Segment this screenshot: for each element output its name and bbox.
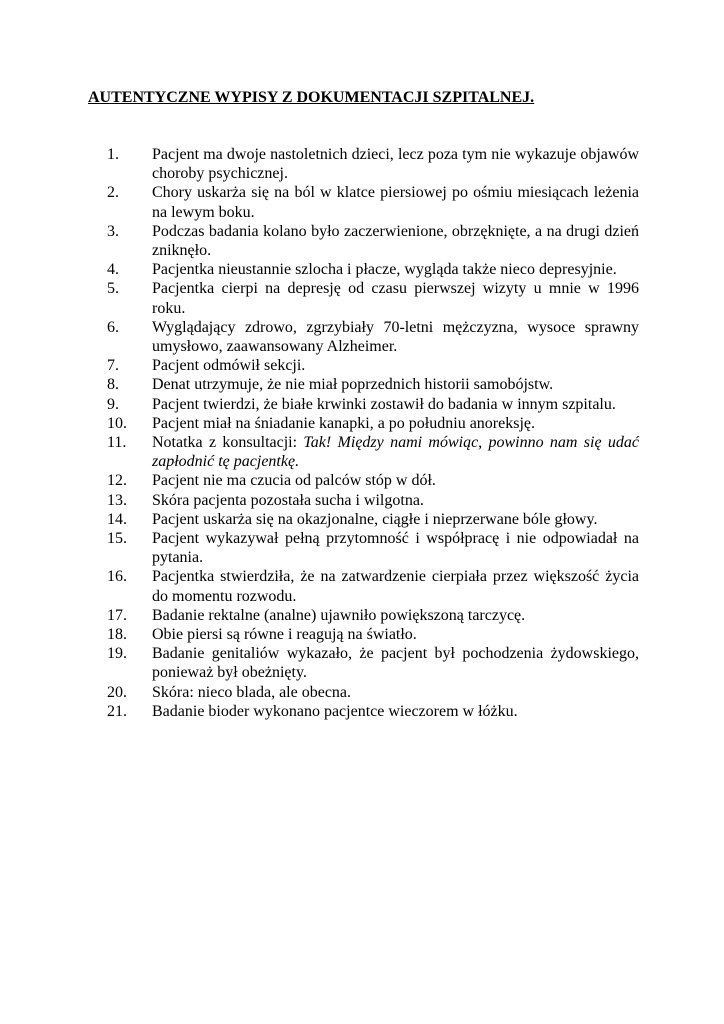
item-text [152,625,639,644]
item-text-plain: Pacjent uskarża się na okazjonalne, ciągłe i nieprzerwane bóle głowy. [152,510,598,528]
item-text [152,491,639,510]
item-text [152,260,639,279]
item-number: 8. [107,376,119,394]
list-item [0,145,724,183]
item-number: 20. [107,683,127,701]
item-text-plain: Pacjent twierdzi, że białe krwinki zostawił do badania w innym szpitalu. [152,395,616,413]
item-text-plain: Pacjent miał na śniadanie kanapki, a po południu anoreksję. [152,414,535,432]
list-item [0,625,724,644]
item-number: 9. [107,395,119,413]
item-text [152,279,639,317]
item-number: 2. [107,184,119,202]
item-text [152,683,639,702]
item-text-plain: Pacjentka cierpi na depresję od czasu pierwszej wizyty u mnie w 1996 roku. [152,280,639,317]
item-text [152,433,639,471]
item-text [152,702,639,721]
item-text [152,356,639,375]
item-text-plain: Chory uskarża się na ból w klatce piersiowej po ośmiu miesiącach leżenia na lewym boku. [152,184,639,221]
item-text-plain: Wyglądający zdrowo, zgrzybiały 70-letni mężczyzna, wysoce sprawny umysłowo, zaawansowany Alzheimer. [152,318,639,356]
item-text-plain: Obie piersi są równe i reagują na światło. [152,626,417,644]
document-title: AUTENTYCZNE WYPISY Z DOKUMENTACJI SZPITALNEJ. [88,89,535,106]
list-item [0,433,724,471]
list-item [0,279,724,317]
list-item [0,644,724,682]
item-text [152,414,639,433]
item-text-plain: Podczas badania kolano było zaczerwienione, obrzęknięte, a na drugi dzień zniknęło. [152,222,639,260]
numbered-list [0,145,724,721]
list-item [0,471,724,490]
item-number: 14. [107,510,127,528]
item-text [152,318,639,356]
item-text-plain: Pacjent wykazywał pełną przytomność i współpracę i nie odpowiadał na pytania. [152,530,639,567]
list-item [0,491,724,510]
item-text-plain: Skóra: nieco blada, ale obecna. [152,683,352,701]
item-text [152,375,639,394]
list-item [0,318,724,356]
item-number: 16. [107,568,127,586]
item-number: 5. [107,280,119,298]
item-number: 17. [107,606,127,624]
item-text [152,644,639,682]
item-text [152,395,639,414]
list-item [0,683,724,702]
item-text-plain: Badanie rektalne (analne) ujawniło powiększoną tarczycę. [152,606,526,624]
item-text [152,606,639,625]
item-text [152,529,639,567]
item-text [152,510,639,529]
item-text-plain: Pacjent ma dwoje nastoletnich dzieci, lecz poza tym nie wykazuje objawów choroby psychicznej. [152,146,639,183]
item-number: 10. [107,414,127,432]
item-number: 6. [107,318,119,336]
item-number: 7. [107,357,119,375]
item-text [152,471,639,490]
item-text-plain: Pacjentka stwierdziła, że na zatwardzenie cierpiała przez większość życia do momentu rozwodu. [152,568,639,605]
list-item [0,529,724,567]
list-item [0,183,724,221]
item-text-plain: Pacjent nie ma czucia od palców stóp w dół. [152,472,436,490]
list-item [0,510,724,529]
item-number: 4. [107,261,119,279]
item-text-plain: Pacjent odmówił sekcji. [152,357,306,375]
item-text [152,145,639,183]
item-number: 21. [107,702,127,720]
item-number: 11. [107,434,127,452]
item-text [152,567,639,605]
item-text-plain: Badanie genitaliów wykazało, że pacjent był pochodzenia żydowskiego, ponieważ był obeżnięty. [152,645,639,682]
item-number: 15. [107,530,127,548]
item-text-plain: Notatka z konsultacji: [152,434,304,452]
list-item [0,222,724,260]
item-text-plain: Badanie bioder wykonano pacjentce wieczorem w łóżku. [152,702,518,720]
item-text-plain: Pacjentka nieustannie szlocha i płacze, wygląda także nieco depresyjnie. [152,261,617,279]
item-number: 1. [107,146,119,163]
list-item [0,567,724,605]
list-item [0,702,724,721]
list-item [0,260,724,279]
item-text-plain: Denat utrzymuje, że nie miał poprzednich historii samobójstw. [152,376,554,394]
item-text [152,222,639,260]
item-number: 13. [107,491,127,509]
list-item [0,606,724,625]
item-text-plain: Skóra pacjenta pozostała sucha i wilgotna. [152,491,424,509]
list-item [0,375,724,394]
list-item [0,356,724,375]
list-item [0,414,724,433]
item-number: 18. [107,626,127,644]
item-text-italic: Tak! Między nami mówiąc, powinno nam się udać zapłodnić tę pacjentkę. [152,434,639,471]
list-item [0,395,724,414]
item-number: 19. [107,645,127,663]
item-text [152,183,639,221]
item-number: 3. [107,222,119,240]
item-number: 12. [107,472,127,490]
